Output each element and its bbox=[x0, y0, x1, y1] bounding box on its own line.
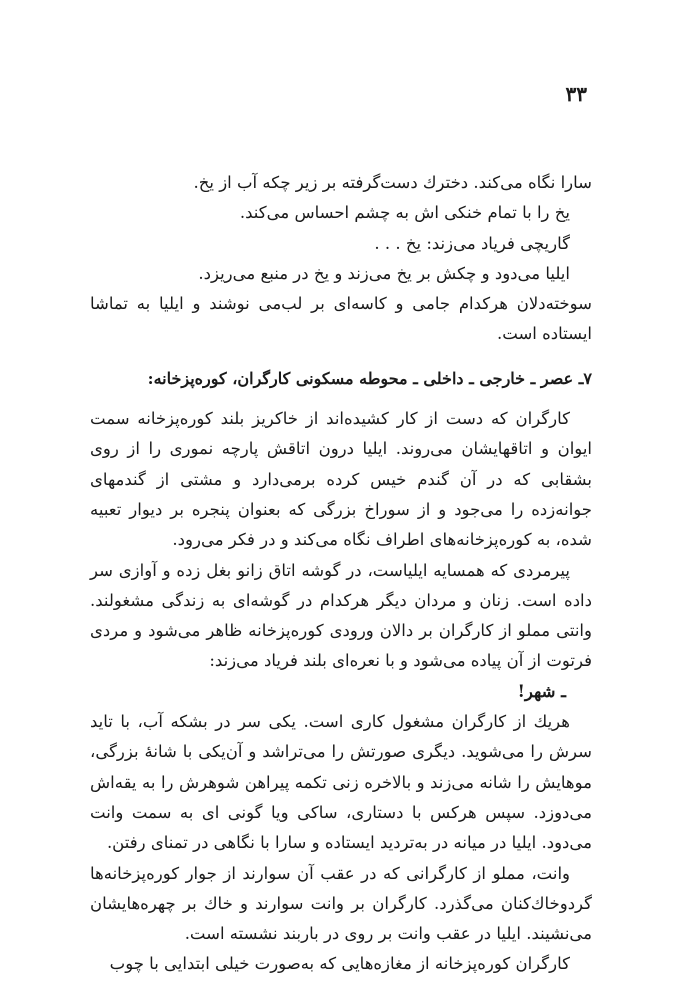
body-text bbox=[90, 168, 592, 980]
paragraph: ایلیا می‌دود و چکش بر یخ می‌زند و یخ در منبع می‌ریزد. bbox=[198, 263, 570, 283]
paragraph: هریك از کارگران مشغول کاری است. یکی سر در بشکه آب، با تاید سرش را می‌شوید. دیگری صورتش را می‌تراشد و آن‌یکی با شانهٔ بزرگی، موهایش را شانه می‌زند و بالاخره زنی تکمه پیراهن شوهرش را به یقه‌اش می‌دوزد. سپس هرکس با دستاری، ساکی ویا گونی ای به سمت وانت می‌دود. ایلیا در میانه در به‌تردید ایستاده و سارا با نگاهی در تمنای رفتن. bbox=[90, 712, 592, 853]
paragraph: سوخته‌دلان هرکدام جامی و کاسه‌ای بر لب‌می نوشند و ایلیا به تماشا ایستاده است. bbox=[90, 294, 592, 344]
paragraph: پیرمردی که همسایه ایلیاست، در گوشه اتاق زانو بغل زده و آوازی سر داده است. زنان و مردان دیگر هرکدام در گوشه‌ای به زندگی مشغولند. وانتی مملو از کارگران بر دالان ورودی کوره‌پزخانه ظاهر می‌شود و مردی فرتوت از آن پیاده می‌شود و با نعره‌ای بلند فریاد می‌زند: bbox=[90, 560, 592, 671]
scene-heading: ۷ـ عصر ـ خارجی ـ داخلی ـ محوطه مسکونی کارگران، کوره‌پزخانه: bbox=[147, 368, 592, 388]
paragraph: سارا نگاه می‌کند. دخترك دست‌گرفته بر زیر چکه آب از یخ. bbox=[193, 173, 592, 192]
paragraph: وانت، مملو از کارگرانی که در عقب آن سوارند از جوار کوره‌پزخانه‌ها گردوخاك‌کنان می‌گذرد. کارگران بر وانت سوارند و خاك بر چهره‌هایشان می‌نشیند. ایلیا در عقب وانت بر روی در باربند نشسته است. bbox=[90, 863, 592, 944]
paragraph: کارگران کوره‌پزخانه از مغازه‌هایی که به‌صورت خیلی ابتدایی با چوب bbox=[109, 954, 570, 974]
paragraph: گاریچی فریاد می‌زند: یخ . . . bbox=[374, 233, 570, 253]
dialogue-line: ـ شهر! bbox=[517, 681, 566, 701]
paragraph: یخ را با تمام خنکی اش به چشم احساس می‌کند. bbox=[239, 203, 570, 223]
page-number: ۳۳ bbox=[565, 82, 587, 106]
paragraph: کارگران که دست از کار کشیده‌اند از خاکریز بلند کوره‌پزخانه سمت ایوان و اتاقهایشان می‌روند. ایلیا درون اتاقش پارچه نموری را از روی بشقابی که در آن گندم خیس کرده برمی‌دارد و مشتی از گندمهای جوانه‌زده را می‌جود و از سوراخ بزرگی که بعنوان پنجره بر دیوار تعبیه شده، به کوره‌پزخانه‌های اطراف نگاه می‌کند و در فکر می‌رود. bbox=[90, 409, 592, 550]
